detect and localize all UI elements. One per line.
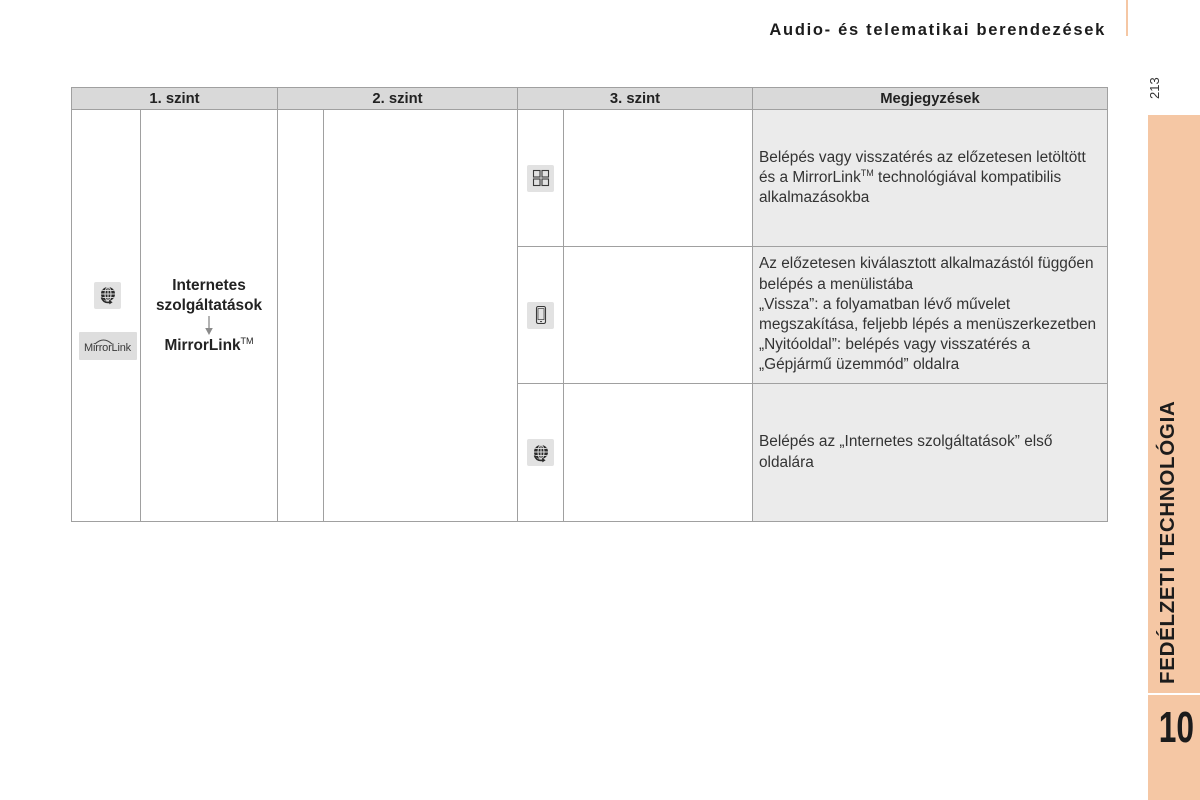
header-notes: Megjegyzések <box>753 88 1108 110</box>
header-level-1: 1. szint <box>72 88 278 110</box>
note-line: alkalmazásokba <box>759 189 870 207</box>
note-line: Belépés vagy visszatérés az előzetesen letöltött <box>759 148 1086 166</box>
level-3-label-cell <box>564 247 753 384</box>
note-line: megszakítása, feljebb lépés a menüszerkezetben <box>759 316 1097 333</box>
level-1-label-line-2: szolgáltatások <box>155 296 263 314</box>
header-accent-line <box>1126 0 1128 36</box>
level-1-icon-cell <box>72 110 141 522</box>
menu-levels-table <box>71 87 1108 522</box>
note-line: oldalára <box>759 453 814 471</box>
level-3-icon-cell <box>518 384 564 522</box>
trademark-mark: TM <box>860 167 874 178</box>
smartphone-icon <box>527 302 554 329</box>
table-row <box>72 110 1108 247</box>
header-level-2: 2. szint <box>278 88 518 110</box>
note-cell <box>753 247 1108 384</box>
level-1-label-line-1: Internetes <box>172 276 246 294</box>
chapter-number: 10 <box>1158 703 1194 752</box>
apps-grid-icon <box>527 165 554 192</box>
globe-icon <box>98 285 118 305</box>
note-line: „Gépjármű üzemmód” oldalra <box>759 356 960 374</box>
level-1-label-cell <box>141 110 278 522</box>
chapter-title: FEDÉLZETI TECHNOLÓGIA <box>1156 400 1179 684</box>
note-line <box>759 168 1107 188</box>
note-line: „Vissza”: a folyamatban lévő művelet <box>759 295 1011 313</box>
chapter-tab <box>1148 115 1200 800</box>
note-cell <box>753 110 1108 247</box>
trademark-mark: TM <box>240 335 254 346</box>
note-line: belépés a menülistába <box>759 275 914 293</box>
level-2-label-cell <box>324 110 518 522</box>
header-level-3: 3. szint <box>518 88 753 110</box>
internet-services-icon <box>94 282 121 309</box>
level-3-icon-cell <box>518 247 564 384</box>
note-line: „Nyitóoldal”: belépés vagy visszatérés a <box>759 336 1031 354</box>
note-cell <box>753 384 1108 522</box>
arrow-down-icon <box>141 316 277 336</box>
mirrorlink-logo-text: MirrorLink <box>84 341 131 354</box>
level-2-icon-cell <box>278 110 324 522</box>
table-header-row <box>72 88 1108 110</box>
level-3-icon-cell <box>518 110 564 247</box>
level-3-label-cell <box>564 384 753 522</box>
page-number: 213 <box>1147 77 1162 99</box>
section-title: Audio- és telematikai berendezések <box>769 21 1106 39</box>
level-3-label-cell <box>564 110 753 247</box>
level-1-label-line-3 <box>141 336 277 356</box>
internet-services-icon <box>527 439 554 466</box>
note-text: és a MirrorLink <box>759 168 861 186</box>
mirrorlink-label: MirrorLink <box>164 336 241 354</box>
mirrorlink-logo <box>79 332 137 360</box>
globe-icon <box>531 443 551 463</box>
note-line: Az előzetesen kiválasztott alkalmazástól függően <box>759 255 1094 273</box>
chapter-tab-divider <box>1148 693 1200 695</box>
note-line: Belépés az „Internetes szolgáltatások” első <box>759 433 1053 451</box>
note-text: technológiával kompatibilis <box>873 168 1062 186</box>
